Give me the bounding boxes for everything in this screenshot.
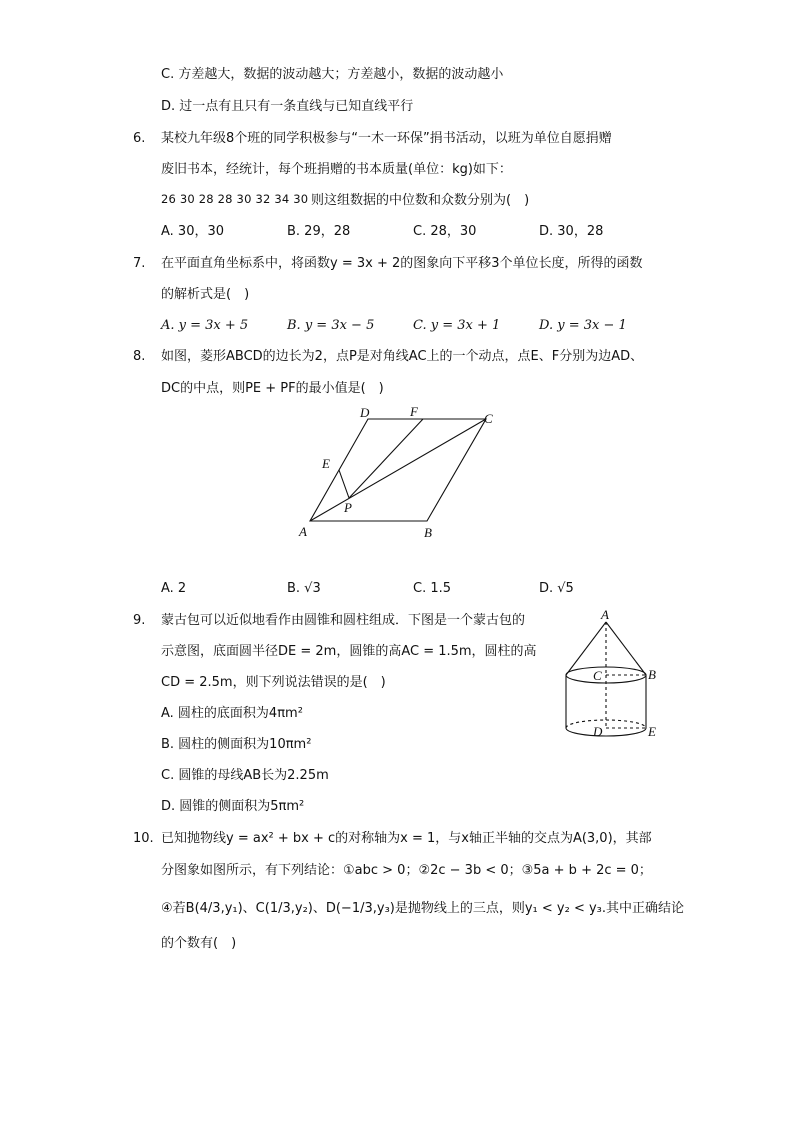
q6-stem-line3: 则这组数据的中位数和众数分别为( ): [311, 193, 530, 208]
q5-option-c: C. 方差越大，数据的波动越大；方差越小，数据的波动越小: [161, 67, 504, 82]
q6-stem-line2: 废旧书本，经统计，每个班捐赠的书本质量(单位：kg)如下：: [161, 162, 512, 177]
q7-option-a: A. y = 3x + 5: [161, 318, 249, 333]
q10-stem-line3: ④若B(4/3,y₁)、C(1/3,y₂)、D(−1/3,y₃)是抛物线上的三点，则y₁ < y₂ < y₃.其中正确结论: [161, 901, 685, 916]
q6-option-b: B. 29，28: [287, 224, 351, 239]
q7-option-d: D. y = 3x − 1: [539, 318, 627, 333]
yurt-label-a: A: [601, 608, 609, 622]
q6-option-d: D. 30，28: [539, 224, 604, 239]
q8-option-a: A. 2: [161, 581, 187, 596]
q7-option-c: C. y = 3x + 1: [413, 318, 501, 333]
yurt-label-c: C: [593, 668, 602, 683]
yurt-label-b: B: [648, 667, 656, 682]
q8-number: 8.: [133, 349, 146, 364]
q8-rhombus-figure: [290, 400, 510, 545]
q9-number: 9.: [133, 613, 146, 628]
q7-stem-line1: 在平面直角坐标系中，将函数y = 3x + 2的图象向下平移3个单位长度，所得的函数: [161, 256, 643, 271]
label-p: P: [344, 500, 352, 515]
yurt-label-e: E: [648, 724, 656, 739]
q8-stem-line1: 如图，菱形ABCD的边长为2，点P是对角线AC上的一个动点，点E、F分别为边AD、: [161, 349, 644, 364]
q9-stem-line1: 蒙古包可以近似地看作由圆锥和圆柱组成．下图是一个蒙古包的: [161, 613, 526, 628]
q10-stem-line4: 的个数有( ): [161, 936, 237, 951]
q7-number: 7.: [133, 256, 146, 271]
segment-pe: [339, 470, 349, 498]
q8-option-d: D. √5: [539, 581, 574, 596]
q10-stem-line2: 分图象如图所示，有下列结论：①abc > 0；②2c − 3b < 0；③5a + b + 2c = 0；: [161, 863, 652, 878]
q8-option-b: B. √3: [287, 581, 321, 596]
bottom-front-arc: [566, 728, 646, 736]
label-c: C: [484, 411, 493, 426]
q7-stem-line2: 的解析式是( ): [161, 287, 250, 302]
label-a: A: [299, 524, 307, 539]
label-f: F: [410, 404, 418, 419]
q9-yurt-figure: [560, 608, 670, 743]
q9-option-c: C. 圆锥的母线AB长为2.25m: [161, 768, 329, 783]
q6-option-c: C. 28，30: [413, 224, 477, 239]
q8-option-c: C. 1.5: [413, 581, 452, 596]
q6-number: 6.: [133, 131, 146, 146]
label-b: B: [424, 525, 432, 540]
q9-option-a: A. 圆柱的底面积为4πm²: [161, 706, 303, 721]
segment-pf: [349, 419, 423, 498]
q9-stem-line3: CD = 2.5m，则下列说法错误的是( ): [161, 675, 386, 690]
q6-stem-line1: 某校九年级8个班的同学积极参与“一木一环保”捐书活动，以班为单位自愿捐赠: [161, 131, 612, 146]
q6-option-a: A. 30，30: [161, 224, 225, 239]
q10-stem-line1: 已知抛物线y = ax² + bx + c的对称轴为x = 1，与x轴正半轴的交点为A(3,0)，其部: [161, 831, 652, 846]
q7-option-b: B. y = 3x − 5: [287, 318, 375, 333]
yurt-label-d: D: [593, 724, 603, 739]
diagonal-ac: [310, 419, 486, 521]
label-d: D: [360, 405, 370, 420]
q8-stem-line2: DC的中点，则PE + PF的最小值是( ): [161, 381, 384, 396]
q9-option-d: D. 圆锥的侧面积为5πm²: [161, 799, 305, 814]
label-e: E: [322, 456, 330, 471]
q5-option-d: D. 过一点有且只有一条直线与已知直线平行: [161, 99, 414, 114]
q6-data-values: 26 30 28 28 30 32 34 30: [161, 192, 309, 206]
q10-number: 10.: [133, 831, 154, 846]
q9-option-b: B. 圆柱的侧面积为10πm²: [161, 737, 312, 752]
q9-stem-line2: 示意图，底面圆半径DE = 2m，圆锥的高AC = 1.5m，圆柱的高: [161, 644, 537, 659]
